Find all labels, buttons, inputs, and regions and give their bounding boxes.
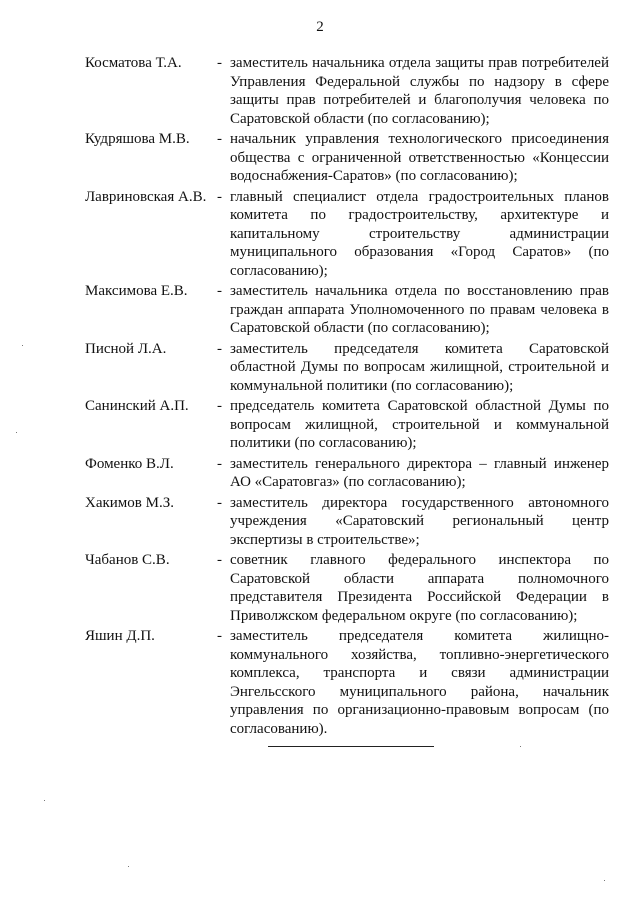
- member-list: [85, 54, 609, 738]
- member-name: Фоменко В.Л.: [85, 455, 174, 472]
- member-position: заместитель директора государственного автономного учреждения «Саратовский региональный центр экспертизы в строительстве»;: [230, 494, 609, 548]
- list-item: [85, 54, 609, 128]
- member-position: заместитель председателя комитета жилищно-коммунального хозяйства, топливно-энергетического комплекса, транспорта и связи администрации Энгельсского муниципального района, начальник управления по организационно-правовым вопросам (по согласованию).: [230, 628, 609, 737]
- list-item: [85, 340, 609, 396]
- member-name: Максимова Е.В.: [85, 283, 188, 299]
- entry-dash: -: [217, 340, 222, 357]
- member-position: главный специалист отдела градостроительных планов комитета по градостроительству, архитектуре и капитальному строительству администрации муниципального образования «Город Саратов» (по согласованию);: [230, 188, 609, 279]
- entry-dash: -: [217, 283, 222, 299]
- member-position: заместитель председателя комитета Саратовской областной Думы по вопросам жилищной, строительной и коммунальной политики (по согласованию);: [230, 340, 609, 394]
- entry-dash: -: [217, 455, 222, 472]
- entry-dash: -: [217, 628, 222, 644]
- scan-speck: [604, 880, 605, 881]
- list-item: [85, 282, 609, 338]
- entry-dash: -: [217, 131, 222, 147]
- member-name: Яшин Д.П.: [85, 628, 155, 644]
- list-item: [85, 130, 609, 186]
- member-name: Кудряшова М.В.: [85, 131, 190, 147]
- member-name: Лавриновская А.В.: [85, 188, 207, 205]
- list-item: [85, 551, 609, 625]
- member-name: Косматова Т.А.: [85, 55, 182, 71]
- member-position: начальник управления технологического присоединения общества с ограниченной ответственностью «Концессии водоснабжения-Саратов» (по согласованию);: [230, 131, 609, 184]
- list-item: [85, 627, 609, 738]
- member-name: Чабанов С.В.: [85, 552, 170, 568]
- scan-speck: [520, 746, 521, 747]
- member-name: Санинский А.П.: [85, 398, 189, 414]
- member-name: Хакимов М.З.: [85, 494, 174, 511]
- entry-dash: -: [217, 494, 222, 511]
- member-position: заместитель начальника отдела защиты прав потребителей Управления Федеральной службы по надзору в сфере защиты прав потребителей и благополучия человека по Саратовской области (по согласованию);: [230, 55, 609, 127]
- member-name: Писной Л.А.: [85, 340, 167, 357]
- scan-speck: [16, 432, 17, 433]
- list-item: [85, 188, 609, 281]
- entry-dash: -: [217, 398, 222, 414]
- member-position: заместитель генерального директора – главный инженер АО «Саратовгаз» (по согласованию);: [230, 455, 609, 490]
- scan-speck: [22, 345, 23, 346]
- scan-speck: [44, 800, 45, 801]
- page-number: 2: [316, 19, 324, 35]
- member-position: советник главного федерального инспектора по Саратовской области аппарата полномочного представителя Президента Российской Федерации в Приволжском федеральном округе (по согласованию);: [230, 552, 609, 624]
- entry-dash: -: [217, 552, 222, 568]
- list-item: [85, 494, 609, 550]
- scan-speck: [128, 866, 129, 867]
- closing-rule: [268, 746, 434, 747]
- member-position: заместитель начальника отдела по восстановлению прав граждан аппарата Уполномоченного по правам человека в Саратовской области (по согласованию);: [230, 283, 609, 336]
- list-item: [85, 397, 609, 453]
- member-position: председатель комитета Саратовской областной Думы по вопросам жилищной, строительной и коммунальной политики (по согласованию);: [230, 398, 609, 451]
- list-item: [85, 455, 609, 492]
- entry-dash: -: [217, 55, 222, 71]
- entry-dash: -: [217, 188, 222, 205]
